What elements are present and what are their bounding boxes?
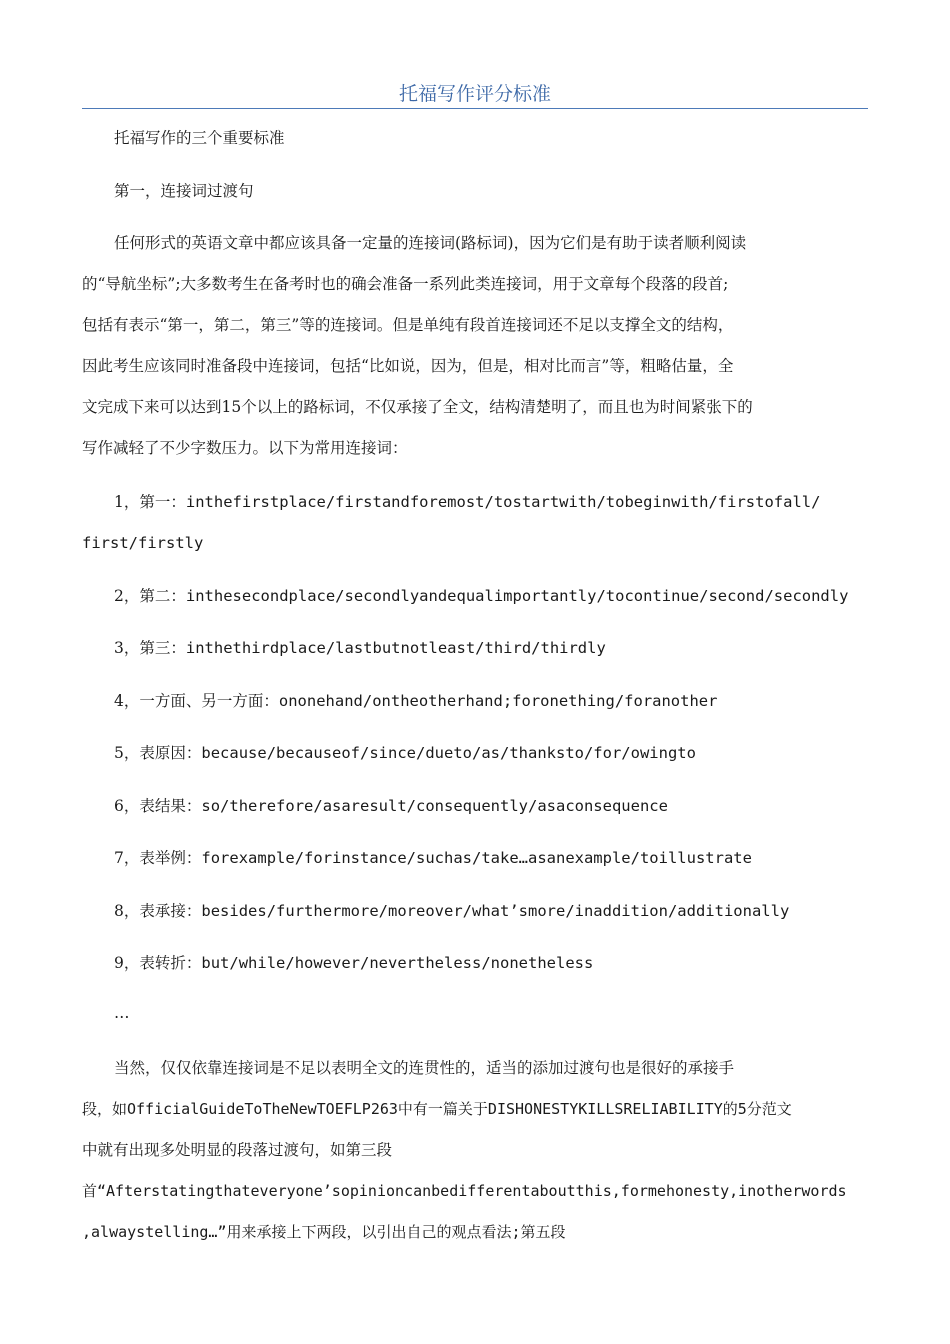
ellipsis-text: …	[114, 1004, 130, 1022]
intro-line: 任何形式的英语文章中都应该具备一定量的连接词(路标词)，因为它们是有助于读者顺利阅读	[114, 234, 747, 252]
list-item-text: so/therefore/asaresult/consequently/asaconsequence	[201, 797, 668, 815]
intro-paragraph	[82, 233, 868, 479]
closing-line-text: 首“Afterstatingthateveryone’sopinioncanbedifferentaboutthis,formehonesty,inotherwords	[82, 1182, 847, 1200]
list-item-label: 5，表原因：	[114, 744, 202, 762]
list-item	[82, 691, 900, 711]
list-item-label: 2，第二：	[114, 587, 186, 605]
intro-line: 的“导航坐标”;大多数考生在备考时也的确会准备一系列此类连接词，用于文章每个段落的段首;	[82, 275, 729, 293]
closing-line: 中就有出现多处明显的段落过渡句，如第三段	[82, 1141, 393, 1159]
heading-text: 托福写作的三个重要标准	[114, 129, 285, 147]
document-title: 托福写作评分标准	[398, 83, 551, 105]
list-item-text: inthefirstplace/firstandforemost/tostartwith/tobeginwith/firstofall/	[185, 493, 821, 511]
list-item	[82, 953, 900, 973]
list-item-label: 4，一方面、另一方面：	[114, 692, 279, 710]
closing-line-text: ,alwaystelling…”用来承接上下两段，以引出自己的观点看法;第五段	[82, 1223, 566, 1241]
closing-line: 当然，仅仅依靠连接词是不足以表明全文的连贯性的，适当的添加过渡句也是很好的承接手	[114, 1059, 735, 1077]
list-item	[82, 743, 900, 763]
closing-line	[82, 1222, 868, 1263]
closing-paragraph	[82, 1058, 868, 1263]
intro-line: 写作减轻了不少字数压力。以下为常用连接词：	[82, 439, 408, 457]
list-item-label: 1，第一：	[114, 493, 186, 511]
list-item-label: 9，表转折：	[114, 954, 202, 972]
list-item-text: but/while/however/nevertheless/nonetheless	[201, 954, 594, 972]
list-item	[82, 796, 900, 816]
intro-line: 包括有表示“第一，第二，第三”等的连接词。但是单纯有段首连接词还不足以支撑全文的结构，	[82, 316, 734, 334]
list-item	[82, 492, 900, 512]
list-item-text: first/firstly	[82, 534, 204, 552]
intro-line: 文完成下来可以达到15个以上的路标词，不仅承接了全文，结构清楚明了，而且也为时间紧张下的	[82, 398, 753, 416]
list-item	[82, 901, 900, 921]
list-item-text: besides/furthermore/moreover/what’smore/inaddition/additionally	[201, 902, 790, 920]
list-item-text: because/becauseof/since/dueto/as/thanksto/for/owingto	[201, 744, 696, 762]
list-item-label: 6，表结果：	[114, 797, 202, 815]
closing-line	[82, 1181, 868, 1222]
closing-line	[82, 1099, 868, 1140]
list-item-label: 8，表承接：	[114, 902, 202, 920]
list-item	[82, 638, 900, 658]
list-item	[82, 586, 900, 606]
section-heading: 第一，连接词过渡句	[114, 182, 254, 200]
list-item-text: forexample/forinstance/suchas/take…asanexample/toillustrate	[201, 849, 752, 867]
title-underline	[82, 108, 868, 109]
list-item	[82, 848, 900, 868]
list-item-text: inthethirdplace/lastbutnotleast/third/thirdly	[185, 639, 606, 657]
list-item-label: 7，表举例：	[114, 849, 202, 867]
intro-line: 因此考生应该同时准备段中连接词，包括“比如说，因为，但是，相对比而言”等，粗略估量，全	[82, 357, 734, 375]
list-item-text: inthesecondplace/secondlyandequalimportantly/tocontinue/second/secondly	[185, 587, 849, 605]
list-item-continuation	[82, 533, 868, 553]
list-item-text: ononehand/ontheotherhand;foronething/foranother	[278, 692, 718, 710]
closing-line-text: 段，如OfficialGuideToTheNewTOEFLP263中有一篇关于DISHONESTYKILLSRELIABILITY的5分范文	[82, 1100, 792, 1118]
list-item-label: 3，第三：	[114, 639, 186, 657]
